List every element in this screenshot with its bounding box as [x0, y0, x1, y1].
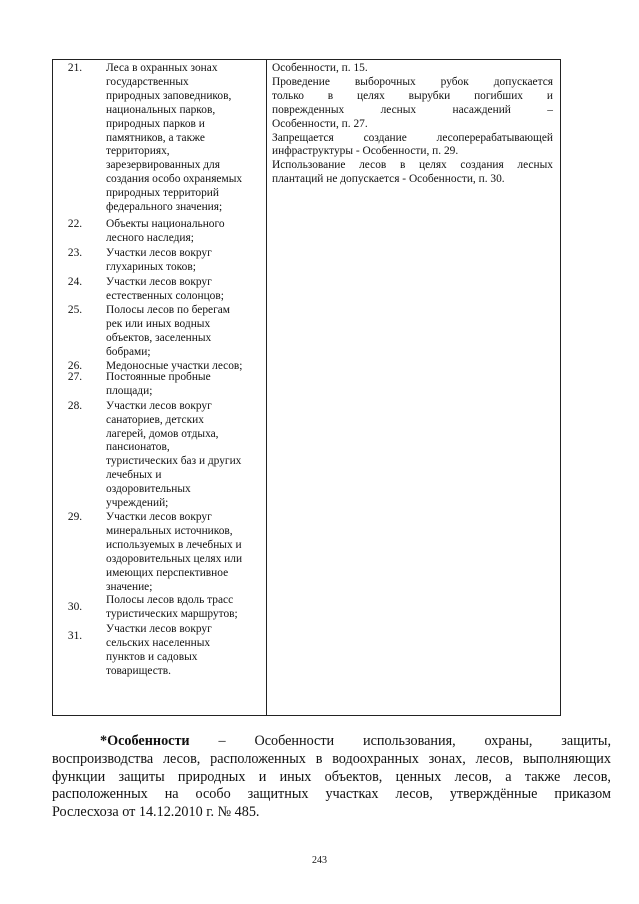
row-number: 31. — [67, 630, 83, 643]
table-row — [53, 623, 266, 679]
note-word: лесов — [359, 159, 387, 172]
row-description-line: лечебных и — [106, 469, 162, 482]
row-description-line: лагерей, домов отдыха, — [106, 427, 219, 440]
row-description-line: зарезервированных для — [106, 159, 220, 172]
footnote-word: иных — [279, 768, 312, 785]
categories-column — [53, 62, 266, 679]
footnote-word: охраны, — [484, 733, 533, 749]
note-word: – — [547, 103, 553, 116]
footnote-word: функции — [52, 768, 106, 785]
row-description-line: имеющих перспективное — [106, 566, 229, 579]
note-line — [272, 104, 553, 118]
row-number: 25. — [67, 304, 83, 317]
note-line — [272, 90, 553, 104]
row-description-line: Участки лесов вокруг — [106, 275, 212, 288]
row-description-line: Постоянные пробные — [106, 370, 211, 383]
footnote-line — [52, 786, 611, 804]
regulation-note — [272, 76, 553, 132]
note-line: Особенности, п. 27. — [272, 117, 368, 130]
row-description-line: используемых в лечебных и — [106, 538, 242, 551]
note-word: в — [399, 159, 406, 172]
note-word: погибших — [474, 89, 523, 102]
footnote-word: защиты, — [561, 733, 611, 749]
footnote — [52, 733, 611, 822]
row-description-line: Медоносные участки лесов; — [106, 360, 243, 373]
note-word: рубок — [440, 75, 469, 88]
footnote-line — [52, 769, 611, 787]
table-row — [53, 62, 266, 215]
row-description-line: сельских населенных — [106, 637, 211, 650]
note-word: допускается — [493, 75, 553, 88]
row-description-line: естественных солонцов; — [106, 289, 224, 302]
row-number: 29. — [67, 511, 83, 523]
row-description-line: Участки лесов вокруг — [106, 623, 212, 636]
row-description-line: санаториев, детских — [106, 413, 204, 426]
row-description-line: национальных парков, — [106, 103, 216, 116]
row-description-line: оздоровительных целях или — [106, 552, 243, 565]
note-word: и — [546, 89, 553, 102]
row-description-line: Леса в охранных зонах — [106, 62, 218, 74]
row-description-line: природных территорий — [106, 187, 219, 200]
note-word: Проведение — [272, 75, 330, 88]
regulation-note — [272, 132, 553, 160]
row-number: 21. — [67, 62, 83, 74]
footnote-word: утверждённые — [449, 786, 538, 803]
footnote-word: лесов, — [162, 750, 201, 767]
footnote-word: водоохранных — [332, 750, 419, 767]
note-line: плантаций не допускается - Особенности, п. 30. — [272, 173, 505, 186]
note-line: Особенности, п. 15. — [272, 62, 368, 74]
note-line — [272, 76, 553, 90]
page-number: 243 — [312, 855, 327, 866]
row-description-line: государственных — [106, 75, 189, 88]
regulation-note — [272, 159, 553, 187]
footnote-word: Особенности — [254, 733, 335, 749]
note-word: лесных — [380, 103, 417, 116]
row-number: 23. — [67, 246, 83, 259]
footnote-word: лесов, — [454, 768, 492, 785]
footnote-word: приказом — [554, 786, 611, 803]
note-word: Использование — [272, 159, 346, 172]
footnote-word: а — [505, 768, 512, 785]
footnote-word: и — [258, 768, 267, 785]
row-number: 27. — [67, 370, 83, 383]
footnote-word: в — [315, 750, 323, 767]
footnote-line: Рослесхоза от 14.12.2010 г. № 485. — [52, 804, 260, 821]
row-description-line: товариществ. — [106, 664, 171, 677]
footnote-word: – — [218, 733, 226, 749]
table-row — [53, 276, 266, 304]
note-word: Запрещается — [272, 131, 334, 144]
note-word: в — [327, 89, 334, 102]
row-description-line: бобрами; — [106, 346, 151, 359]
footnote-word: выполняющих — [522, 750, 611, 767]
row-number: 28. — [67, 399, 83, 412]
footnote-word: зонах, — [428, 750, 466, 767]
row-description-line: объектов, заселенных — [106, 332, 212, 345]
footnote-line — [100, 733, 611, 751]
row-number: 30. — [67, 601, 83, 614]
note-word: выборочных — [354, 75, 416, 88]
row-description-line: Участки лесов вокруг — [106, 399, 212, 412]
note-word: создание — [363, 131, 407, 144]
row-description-line: территориях, — [106, 145, 170, 158]
footnote-word: лесов, — [475, 750, 513, 767]
note-word: насаждений — [452, 103, 511, 116]
footnote-word: защиты — [118, 768, 165, 785]
row-description-line: глухариных токов; — [106, 260, 196, 273]
footnote-line — [52, 751, 611, 769]
row-description-line: значение; — [106, 580, 153, 593]
note-word: целях — [418, 159, 447, 172]
table-row — [53, 594, 266, 622]
table-row — [53, 247, 266, 275]
table-row — [53, 218, 266, 246]
footnote-word: природных — [177, 768, 246, 785]
row-description-line: природных парков и — [106, 117, 205, 130]
row-description-line: памятников, а также — [106, 131, 205, 144]
footnote-word: особо — [195, 786, 231, 803]
footnote-word: расположенных — [210, 750, 306, 767]
row-description-line: природных заповедников, — [106, 89, 232, 102]
forest-categories-table — [52, 59, 561, 716]
row-description-line: минеральных источников, — [106, 524, 233, 537]
note-line — [272, 132, 553, 146]
row-description-line: Полосы лесов вдоль трасс — [106, 594, 234, 607]
table-row — [53, 304, 266, 360]
row-description-line: Объекты национального — [106, 217, 225, 230]
footnote-term: *Особенности — [100, 733, 190, 749]
row-description-line: Участки лесов вокруг — [106, 246, 212, 259]
row-description-line: лесного наследия; — [106, 231, 194, 244]
footnote-word: защитных — [247, 786, 309, 803]
row-description-line: пансионатов, — [106, 441, 170, 454]
row-description-line: туристических баз и других — [106, 455, 242, 468]
row-description-line: рек или иных водных — [106, 318, 211, 331]
note-line: инфраструктуры - Особенности, п. 29. — [272, 145, 459, 158]
row-description-line: площади; — [106, 384, 153, 397]
row-number: 26. — [67, 360, 83, 373]
row-description-line: федерального значения; — [106, 201, 223, 214]
notes-column — [272, 62, 553, 187]
row-number: 24. — [67, 275, 83, 288]
footnote-word: также — [524, 768, 561, 785]
row-description-line: Участки лесов вокруг — [106, 511, 212, 523]
regulation-note — [272, 62, 553, 76]
footnote-word: использования, — [363, 733, 456, 749]
footnote-word: расположенных — [52, 786, 148, 803]
note-line — [272, 159, 553, 173]
row-description-line: учреждений; — [106, 497, 169, 510]
table-row — [53, 371, 266, 399]
note-word: поврежденных — [272, 103, 345, 116]
footnote-word: ценных — [395, 768, 442, 785]
row-description-line: Полосы лесов по берегам — [106, 304, 231, 317]
table-row — [53, 400, 266, 511]
note-word: целях — [357, 89, 385, 102]
footnote-word: на — [164, 786, 179, 803]
footnote-word: участках — [325, 786, 379, 803]
row-description-line: туристических маршрутов; — [106, 608, 238, 621]
row-number: 22. — [67, 217, 83, 230]
note-word: вырубки — [408, 89, 451, 102]
column-divider — [266, 60, 267, 715]
footnote-word: лесов, — [395, 786, 433, 803]
row-description-line: создания особо охраняемых — [106, 173, 243, 186]
row-description-line: пунктов и садовых — [106, 651, 198, 664]
table-row — [53, 511, 266, 594]
note-word: создания — [460, 159, 504, 172]
footnote-word: лесов, — [573, 768, 611, 785]
row-description-line: оздоровительных — [106, 483, 191, 496]
footnote-word: объектов, — [324, 768, 383, 785]
footnote-word: воспроизводства — [52, 750, 154, 767]
note-word: только — [272, 89, 304, 102]
note-word: лесоперерабатывающей — [436, 131, 553, 144]
note-word: лесных — [517, 159, 553, 172]
